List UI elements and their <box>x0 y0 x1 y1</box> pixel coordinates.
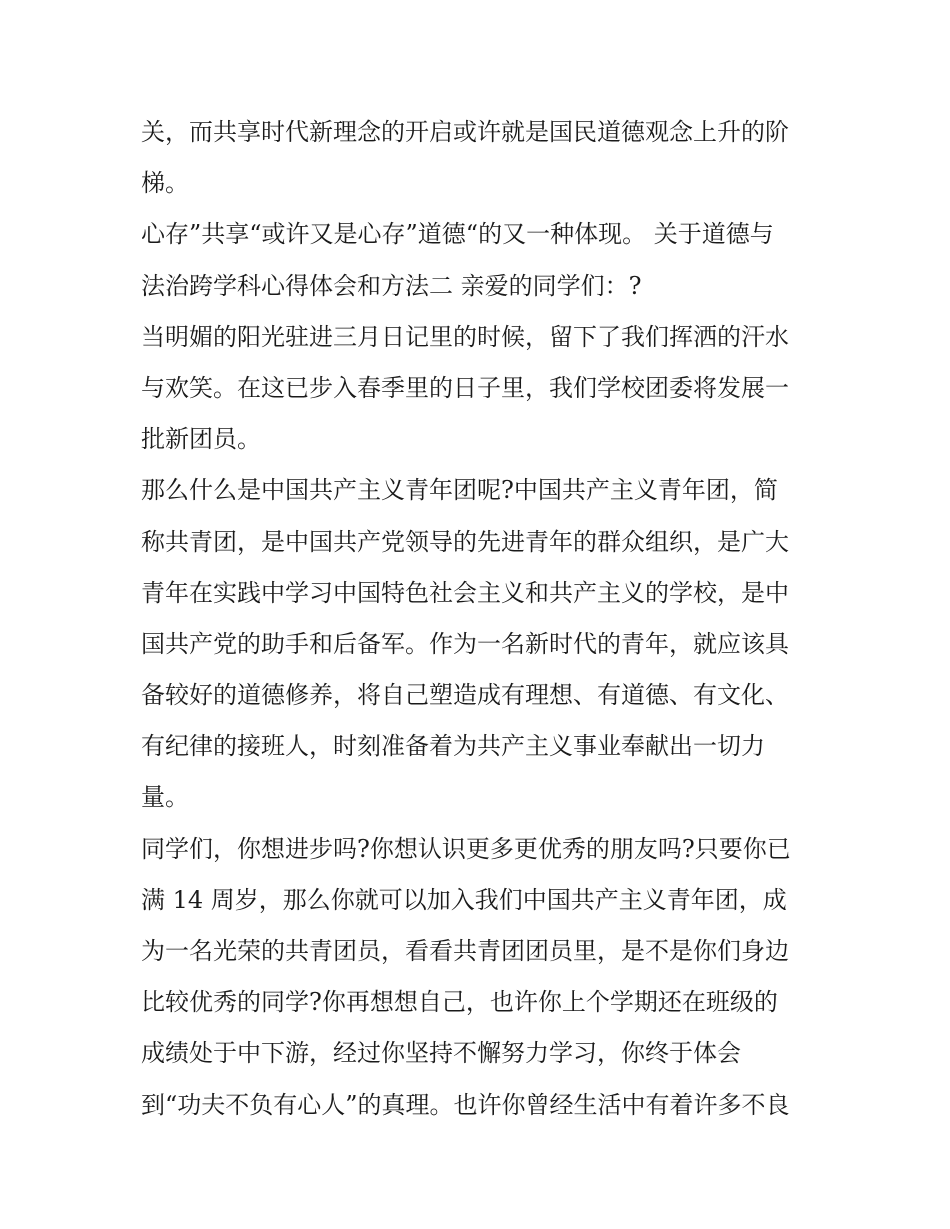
text-line: 比较优秀的同学?你再想想自己，也许你上个学期还在班级的 <box>141 988 778 1017</box>
text-line: 关，而共享时代新理念的开启或许就是国民道德观念上升的阶 <box>141 118 789 146</box>
text-line: 青年在实践中学习中国特色社会主义和共产主义的学校，是中 <box>141 578 789 607</box>
text-line: 称共青团，是中国共产党领导的先进青年的群众组织，是广大 <box>141 527 789 556</box>
text-line: 国共产党的助手和后备军。作为一名新时代的青年，就应该具 <box>141 629 789 658</box>
text-line: 成绩处于中下游，经过你坚持不懈努力学习，你终于体会 <box>141 1039 741 1068</box>
text-line: 到“功夫不负有心人”的真理。也许你曾经生活中有着许多不良 <box>141 1090 790 1119</box>
text-line: 同学们，你想进步吗?你想认识更多更优秀的朋友吗?只要你已 <box>141 834 791 863</box>
text-line: 有纪律的接班人，时刻准备着为共产主义事业奉献出一切力 <box>141 732 765 761</box>
text-line: 为一名光荣的共青团员，看看共青团团员里，是不是你们身边 <box>141 937 789 965</box>
text-line: 心存”共享“或许又是心存”道德“的又一种体现。 关于道德与 <box>141 220 774 249</box>
text-line: 备较好的道德修养，将自己塑造成有理想、有道德、有文化、 <box>141 681 789 710</box>
text-line: 法治跨学科心得体会和方法二 亲爱的同学们：? <box>141 271 642 300</box>
text-line: 批新团员。 <box>141 425 261 454</box>
document-body <box>141 107 821 1131</box>
text-line: 与欢笑。在这已步入春季里的日子里，我们学校团委将发展一 <box>141 373 789 402</box>
text-line: 那么什么是中国共产主义青年团呢?中国共产主义青年团，简 <box>141 476 778 505</box>
text-line: 当明媚的阳光驻进三月日记里的时候，留下了我们挥洒的汗水 <box>141 322 789 351</box>
text-line: 满 14 周岁，那么你就可以加入我们中国共产主义青年团，成 <box>141 885 787 914</box>
text-line: 量。 <box>141 783 189 812</box>
text-line: 梯。 <box>141 169 189 198</box>
